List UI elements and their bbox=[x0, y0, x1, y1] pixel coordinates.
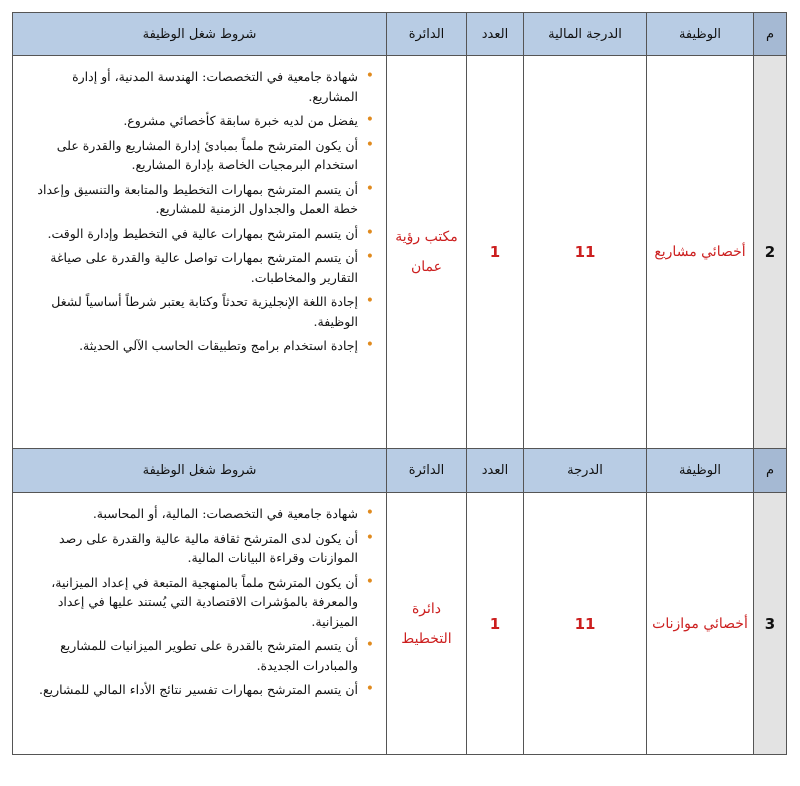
condition-item: • أن يتسم المترشح بمهارات تواصل عالية والقدرة على صياغة التقارير والمخاطبات. bbox=[50, 249, 374, 285]
bullet-icon: • bbox=[365, 505, 374, 521]
job-row bbox=[13, 493, 787, 755]
job-title: أخصائي مشاريع bbox=[647, 56, 754, 449]
job-row bbox=[13, 56, 787, 449]
condition-item: • أن يتسم المترشح بمهارات التخطيط والمتابعة والتنسيق وإعداد خطة العمل والجداول الزمنية للمشاريع. bbox=[37, 180, 374, 216]
job-conditions bbox=[13, 493, 387, 755]
job-department: دائرة التخطيط bbox=[387, 493, 467, 755]
condition-item: • إجادة استخدام برامج وتطبيقات الحاسب الآلي الحديثة. bbox=[21, 336, 376, 356]
bullet-icon: • bbox=[365, 112, 374, 128]
job-number: 3 bbox=[754, 493, 787, 755]
bullet-icon: • bbox=[365, 337, 374, 353]
condition-item: • أن يتسم المترشح بمهارات تفسير نتائج الأداء المالي للمشاريع. bbox=[21, 680, 376, 700]
header-count: العدد bbox=[467, 449, 524, 493]
header-grade: الدرجة bbox=[524, 449, 647, 493]
job-conditions bbox=[13, 56, 387, 449]
header-count: العدد bbox=[467, 13, 524, 56]
bullet-icon: • bbox=[365, 68, 374, 84]
header-dept: الدائرة bbox=[387, 449, 467, 493]
condition-item: • إجادة اللغة الإنجليزية تحدثاً وكتابة يعتبر شرطاً أساسياً لشغل الوظيفة. bbox=[51, 293, 374, 329]
header-num: م bbox=[754, 13, 787, 56]
header-conditions: شروط شغل الوظيفة bbox=[13, 13, 387, 56]
jobs-table bbox=[12, 12, 787, 755]
header-row-2 bbox=[13, 449, 787, 493]
header-job: الوظيفة bbox=[647, 449, 754, 493]
bullet-icon: • bbox=[365, 293, 374, 309]
header-conditions: شروط شغل الوظيفة bbox=[13, 449, 387, 493]
bullet-icon: • bbox=[365, 637, 374, 653]
bullet-icon: • bbox=[365, 529, 374, 546]
bullet-icon: • bbox=[365, 180, 374, 197]
job-count: 1 bbox=[467, 56, 524, 449]
conditions-list bbox=[21, 67, 376, 356]
bullet-icon: • bbox=[365, 224, 374, 241]
job-grade: 11 bbox=[524, 56, 647, 449]
condition-item: • أن يكون المترشح ملماً بالمنهجية المتبعة في إعداد الميزانية، والمعرفة بالمؤشرات الاقتصادية التي يُستند عليها في إعداد الميزانية. bbox=[51, 573, 374, 629]
bullet-icon: • bbox=[365, 136, 374, 153]
condition-item: • شهادة جامعية في التخصصات: الهندسة المدنية، أو إدارة المشاريع. bbox=[72, 68, 374, 104]
bullet-icon: • bbox=[365, 573, 374, 590]
job-count: 1 bbox=[467, 493, 524, 755]
job-grade: 11 bbox=[524, 493, 647, 755]
condition-item: • يفضل من لديه خبرة سابقة كأخصائي مشروع. bbox=[21, 111, 376, 131]
condition-item: • أن يكون المترشح ملماً بمبادئ إدارة المشاريع والقدرة على استخدام البرمجيات الخاصة بإدارة المشاريع. bbox=[56, 136, 374, 172]
conditions-list bbox=[21, 504, 376, 700]
condition-item: • أن يتسم المترشح بمهارات عالية في التخطيط وإدارة الوقت. bbox=[21, 224, 376, 244]
condition-item: • أن يكون لدى المترشح ثقافة مالية عالية والقدرة على رصد الموازنات وقراءة البيانات المالية. bbox=[59, 529, 374, 565]
header-row bbox=[13, 13, 787, 56]
condition-item: • أن يتسم المترشح بالقدرة على تطوير الميزانيات للمشاريع والمبادرات الجديدة. bbox=[60, 637, 374, 673]
bullet-icon: • bbox=[365, 249, 374, 265]
job-department: مكتب رؤية عمان bbox=[387, 56, 467, 449]
header-grade: الدرجة المالية bbox=[524, 13, 647, 56]
header-job: الوظيفة bbox=[647, 13, 754, 56]
job-title: أخصائي موازنات bbox=[647, 493, 754, 755]
job-number: 2 bbox=[754, 56, 787, 449]
header-dept: الدائرة bbox=[387, 13, 467, 56]
bullet-icon: • bbox=[365, 681, 374, 697]
condition-item: • شهادة جامعية في التخصصات: المالية، أو المحاسبة. bbox=[21, 504, 376, 524]
header-num: م bbox=[754, 449, 787, 493]
